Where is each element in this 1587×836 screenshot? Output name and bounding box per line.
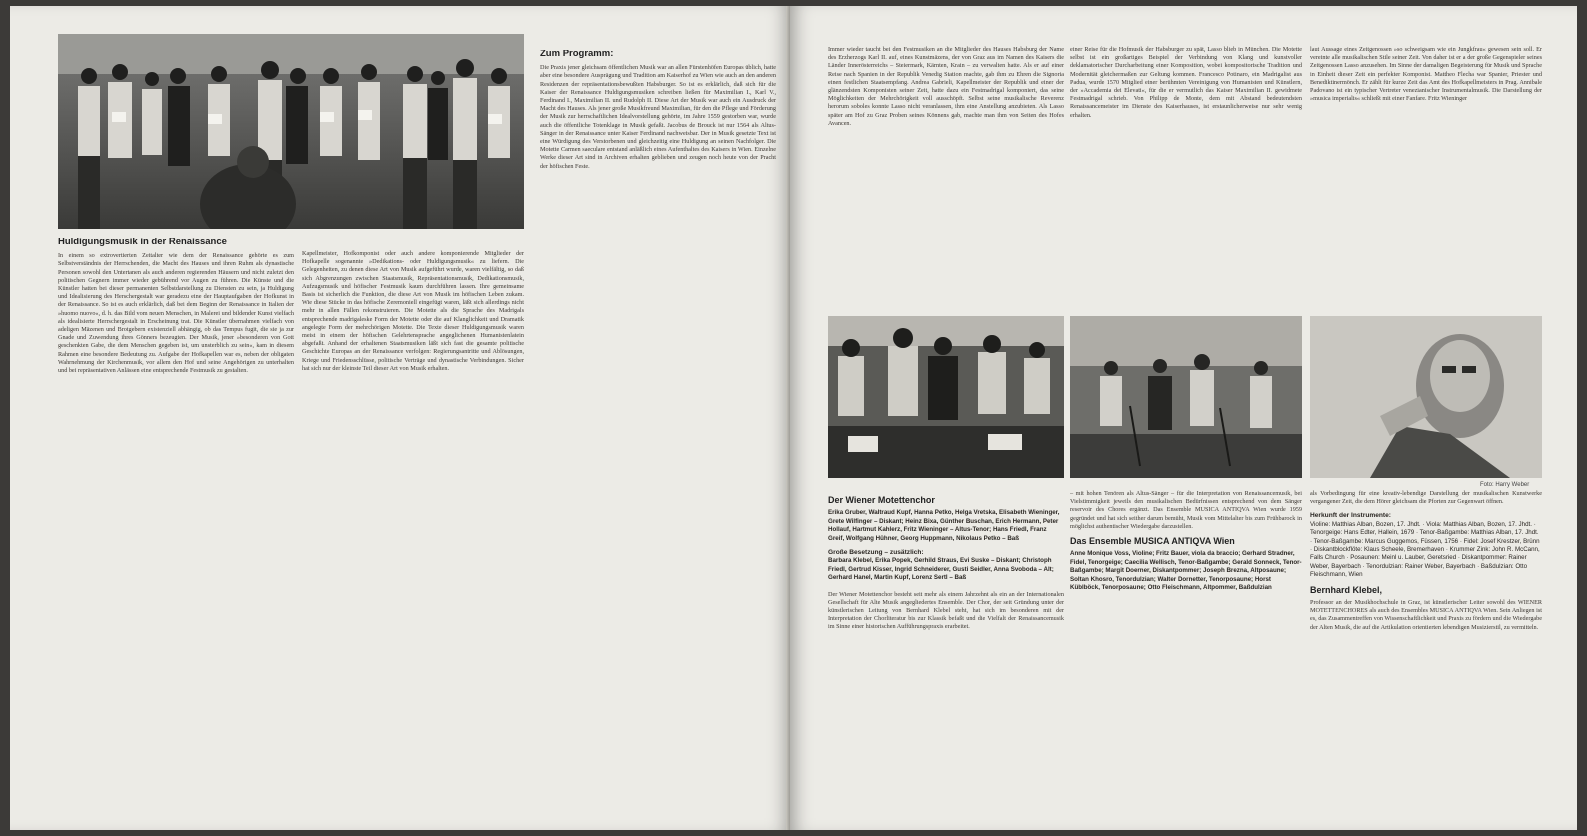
choir-rehearsal-photo — [58, 34, 524, 229]
motettenchor-text: Der Wiener Motettenchor besteht seit mehr als einem Jahrzehnt als ein an der Internationalen Gesellschaft für Alte Musik angegliedertes Ensemble. Der Chor, der seit Gründung unter der künstlerischen Leitung von Bernhard Klebel steht, hat sich im besonderen mit der Interpretation der Chorliteratur bis zur Klassik befaßt und die Vielfalt der Renaissancemusik im Sinne einer historischen Aufführungspraxis erarbeitet. — [828, 590, 1064, 631]
kapellmeister-text: Kapellmeister, Hofkomponist oder auch andere komponierende Mitglieder der Hofkapelle sogenannte »Dedikations- oder Huldigungsmusik« zu liefern. Die Gelegenheiten, zu denen diese Art von Musik aufgeführt wurde, waren vielfältig, so daß sich Abgrenzungen zwischen Staatsmusik, Repräsentationsmusik, Dedikationsmusik, Aufzugsmusik und höfischer Festmusik kaum durchführen lassen. Ihre gemeinsame Basis ist sicherlich die Funktion, die diese Art von Musik im höfischen Leben zukam. Wie diese Stücke in das höfische Zeremoniell eingefügt waren, läßt sich allerdings nicht mehr in allen Fällen rekonstruieren. Die Motette als die Sprache des Madrigals entsprechende madrigaleske Form der Motette oder die auf Klanglichkeit und Dramatik angelegte Form der mehrchörigen Motette. Die Texte dieser Huldigungsmusik waren meist in einem der höfischen Gelehrtensprache angeglichenen Humanistenlatein abgefaßt. Anhand der erhaltenen Staatsmusiken läßt sich fast die gesamte politische Geschichte Europas an der Renaissance verfolgen: Regierungsantritte und Ablösungen, Kriege und Friedensschlüsse, politische Verträge und dynastische Verbindungen. Sicher hat sich nur der kleinste Teil dieser Art von Musik erhalten. — [302, 250, 524, 372]
ensemble-names: Anne Monique Voss, Violine; Fritz Bauer, viola da braccio; Gerhard Stradner, Fidel, Tenorgeige; Caecilia Wellisch, Tenor-Baßgambe; Gerald Sonneck, Tenor-Baßgambe; Margit Doerner, Diskantpommer; Joseph Brezna, Altposaune; Soltan Khosro, Tenordulzian; Walter Dornetter, Tenorposaune; Horst Küblböck, Tenorposaune; Otto Fleischmann, Altpommer, Baßdulzian — [1070, 550, 1302, 592]
right-top-column-2 — [1070, 46, 1302, 308]
grosse-besetzung-label: Große Besetzung – zusätzlich: — [828, 549, 924, 557]
left-page — [10, 6, 790, 830]
conductor-photo — [1310, 316, 1542, 478]
ensemble-text: – mit hohen Tenören als Altus-Sänger – für die Interpretation von Renaissancemusik, bei Vielstimmigkeit jeweils den musikalischen Bedürfnissen entsprechend von dem Sänger reservoir des Chores ergänzt. Das Ensemble MUSICA ANTIQVA Wien wurde 1959 gegründet und hat sich seither darum bemüht, Musik vom Mittelalter bis zum Frühbarock in möglichst authentischer Wiedergabe darzustellen. — [1070, 490, 1302, 530]
ensemble-photo — [1070, 316, 1302, 478]
instruments-header: Herkunft der Instrumente: — [1310, 512, 1391, 520]
huldigung-heading: Huldigungsmusik in der Renaissance — [58, 238, 227, 247]
instruments-list: Violine: Matthias Alban, Bozen, 17. Jhdt. · Viola: Matthias Alban, Bozen, 17. Jhdt. · Tenorgeige: Hans Edter, Hallein, 1679 · Tenor-Baßgambe: Matthias Alban, 17. Jhdt. · Tenor-Baßgambe: Marcus Guggemos, Füssen, 1756 · Fidel: Josef Krestzer, Brünn · Diskantblockflöte: Klaus Scheele, Bremerhaven · Krummer Zink: John R. McCann, Falls Church · Posaunen: Meinl u. Lauber, Geretsried · Diskantpommer: Rainer Weber, Bayerbach · Tenordulzian: Rainer Weber, Bayerbach · Baßdulzian: Otto Fleischmann, Wien — [1310, 520, 1540, 579]
right-top-column-3 — [1310, 46, 1542, 308]
huldigung-text: In einem so extrovertierten Zeitalter wie dem der Renaissance gehörte es zum Selbstverständnis der Herrschenden, die Macht des Hauses und ihren Ruhm als dynastische Personen sowohl den Untertanen als auch anderen regierenden Häusern und nicht zuletzt den politischen Gegnern immer wieder gebührend vor Augen zu führen. Die Künste und die Künstler hatten bei dieser permanenten Selbstdarstellung zu Diensten zu sein, ja Huldigung und Idealisierung des Herschergestalt war geradezu eine der Hauptaufgaben der Hofkunst in der Renaissance. So ist es auch erklärlich, daß bei dem Beginn der Renaissance in Italien der »huomo nuovo«, d. h. das Bild vom neuen Menschen, in Malerei und bildender Kunst vielfach als idealisierte Herrschergestalt in Erscheinung trat. Die Künstler übernahmen vielfach von adeligen Mäzenen und Brotgebern existenziell abhängig, ob das Tempus fugit, die sie ja zur Gnade und Zuwendung ihres Gönners bezeugten. Der Musik, jener »besonderen von Gott geschenkten Gabe, die dem Menschen gegeben ist, um unsterblich zu sein«, kam in diesem Rahmen eine besondere Bedeutung zu. Aufgabe der Hofkapellen war es, neben der obligaten Wahrnehmung der Kirchenmusik, vor allem den Hof und seine Angehörigen zu unterhalten und bei repräsentativen Anlässen eine entsprechende Festmusik zu gestalten. — [58, 252, 294, 375]
right-top-text-1: Immer wieder taucht bei den Festmusiken an die Mitglieder des Hauses Habsburg der Name des Erzherzogs Karl II. auf, eines Kunstmäzens, der von Graz aus im Namen des Kaisers die Länder Innerösterreichs – Steiermark, Kärnten, Krain – zu verwalten hatte. Als er auf einer Reise nach Spanien in der Republik Venedig Station machte, gab ihm zu Ehren die Signoria einen festlichen Staatsempfang. Andrea Gabrieli, Kapellmeister der Republik und einer der glänzendsten Komponisten seiner Zeit, hatte dazu ein Festmadrigal komponiert, das seine Möglichkeiten der Mehrchörigkeit voll ausschöpft. Selbst seine musikalische Reverenz herorum soboles konnte Lasso nicht veranlassen, ihm eine Anstellung anzubieten. Als Lasso später am Hof zu Graz Proben seines Könnens gab, machte man ihm von Seiten des Hofes Avancen. — [828, 46, 1064, 127]
right-top-column-1 — [828, 46, 1064, 308]
right-page — [790, 6, 1577, 830]
motettenchor-photo — [828, 316, 1064, 478]
motettenchor-heading: Der Wiener Motettenchor — [828, 495, 935, 505]
programm-text: Die Praxis jener gleichsam öffentlichen Musik war an allen Fürstenhöfen Europas üblich, hatte aber eine besondere Ausprägung und Tradition am Kaiserhof zu Wien wie auch an den anderen Residenzen der repräsentationsbewußten Habsburger. So ist es erklärlich, daß sich für die Kaiser der Renaissance Huldigungsmusiken schreiben ließen für Maximilian I., Karl V., Ferdinand I., Maximilian II. und Rudolph II. Diese Art der Musik war auch ein Ausdruck der Macht des Hauses. Als jener große Musikfreund Maximilian, für den die Pflege und Förderung der Musik zur herrschaftlichen Idealvorstellung gehörte, im Jahre 1559 gestorben war, wurde auch die öffentliche Totenklage in Musik gefaßt. Jacobus de Brouck ist nur 1564 als Altus-Sänger in der Renaissance unter Kaiser Ferdinand nachweisbar. Der in Musik gesetzte Text ist eine Würdigung des Verstorbenen und gleichzeitig eine Huldigung an seinen Nachfolger. Die Motette Carmen saeculare entstand anläßlich eines Aufenthaltes des Kaisers in Wien. Einzelne Werke dieser Art sind in Archiven erhalten geblieben und zeugen noch heute von der Pracht der höfischen Feste. — [540, 64, 776, 170]
right-top-text-2: einer Reise für die Hofmusik der Habsburger zu spät, Lasso blieb in München. Die Motette selbst ist ein großartiges Beispiel der Verbindung von Klang und kunstvoller deklamatorischer Durcharbeitung einer Komposition, wobei kompositorische Tradition und Modernität gleichermaßen zur Geltung kommen. Francesco Potinaro, ein Madrigalist aus Padua, wurde 1570 Mitglied einer berühmten Vereinigung von Humanisten und Künstlern, der »Accademia dei Elevati«, für die er vermutlich das Kaiser Maximilian II. gewidmete Festmadrigal schrieb. Von Philipp de Monte, dem mit Abstand bedeutendsten Renaissancemeister im Dienste des Kaiserhauses, ist erstaunlicherweise nur sehr wenig erhalten. — [1070, 46, 1302, 119]
ensemble-credits — [1070, 490, 1302, 813]
klebel-heading: Bernhard Klebel, — [1310, 584, 1383, 595]
kapellmeister-column — [302, 250, 524, 813]
motettenchor-names: Erika Gruber, Waltraud Kupf, Hanna Petko, Helga Vretska, Elisabeth Wieninger, Grete Wilfinger – Diskant; Heinz Bixa, Günther Buschan, Erich Hermann, Peter Hollauf, Hartmut Kahlerz, Fritz Wieninger – Altus-Tenor; Hans Friedl, Franz Greif, Wolfgang Hühner, Georg Huppmann, Nikolaus Petko – Baß — [828, 509, 1060, 542]
instruments-intro: als Vorbedingung für eine kreativ-lebendige Darstellung der musikalischen Kunstwerke vergangener Zeit, die dem Hörer gleichsam die Pforten zur Gegenwart öffnen. — [1310, 490, 1542, 506]
ensemble-heading: Das Ensemble MUSICA ANTIQVA Wien — [1070, 536, 1235, 547]
programm-column — [540, 50, 776, 813]
photo-credit: Foto: Harry Weber — [1480, 482, 1530, 488]
grosse-besetzung-names: Barbara Klebel, Erika Popek, Gerhild Straus, Evi Suske – Diskant; Christoph Friedl, Gertrud Kisser, Ingrid Schneiderer, Gusti Seidler, Anna Svoboda – Alt; Gerhard Hanel, Martin Kupf, Lorenz Sertl – Baß — [828, 557, 1054, 582]
huldigung-column — [58, 238, 294, 813]
right-top-text-3: laut Aussage eines Zeitgenossen »so schweigsam wie ein Jungkfrau« gewesen sein soll. Er vereinte alle musikalischen Stile seiner Zeit. Von daher ist er a der große Gegenspieler seines Zeitgenossen Lasso anzusehen. Im Sinne der damaligen Begeisterung für Musik und Sprache in Einheit dieser Zeit ein perfekter Komponist. Mattheo Flecha war Spanier, Priester und Benediktinermönch. Er zählt für kurze Zeit das Amt des Hofkapellmeisters in Prag. Annibale Padovano ist ein typischer Vertreter venezianischer Instrumentalmusik. Die Darstellung der »musica imperialis« schließt mit einer Fanfare. Fritz Wieninger — [1310, 46, 1542, 103]
programm-heading: Zum Programm: — [540, 50, 614, 59]
instruments-and-director — [1310, 490, 1542, 813]
klebel-text: Professor an der Musikhochschule in Graz, ist künstlerischer Leiter sowohl des WIENER MOTETTENCHORES als auch des Ensembles MUSICA ANTIQVA Wien. Sein Anliegen ist es, das Zusammentreffen von Wissenschaftlichkeit und Praxis zu fördern und die Wiedergabe der Alten Musik, die auf die Artikulation orientierten lebendigen Musizierstil, zu vermitteln. — [1310, 599, 1542, 631]
motettenchor-credits — [828, 490, 1064, 813]
